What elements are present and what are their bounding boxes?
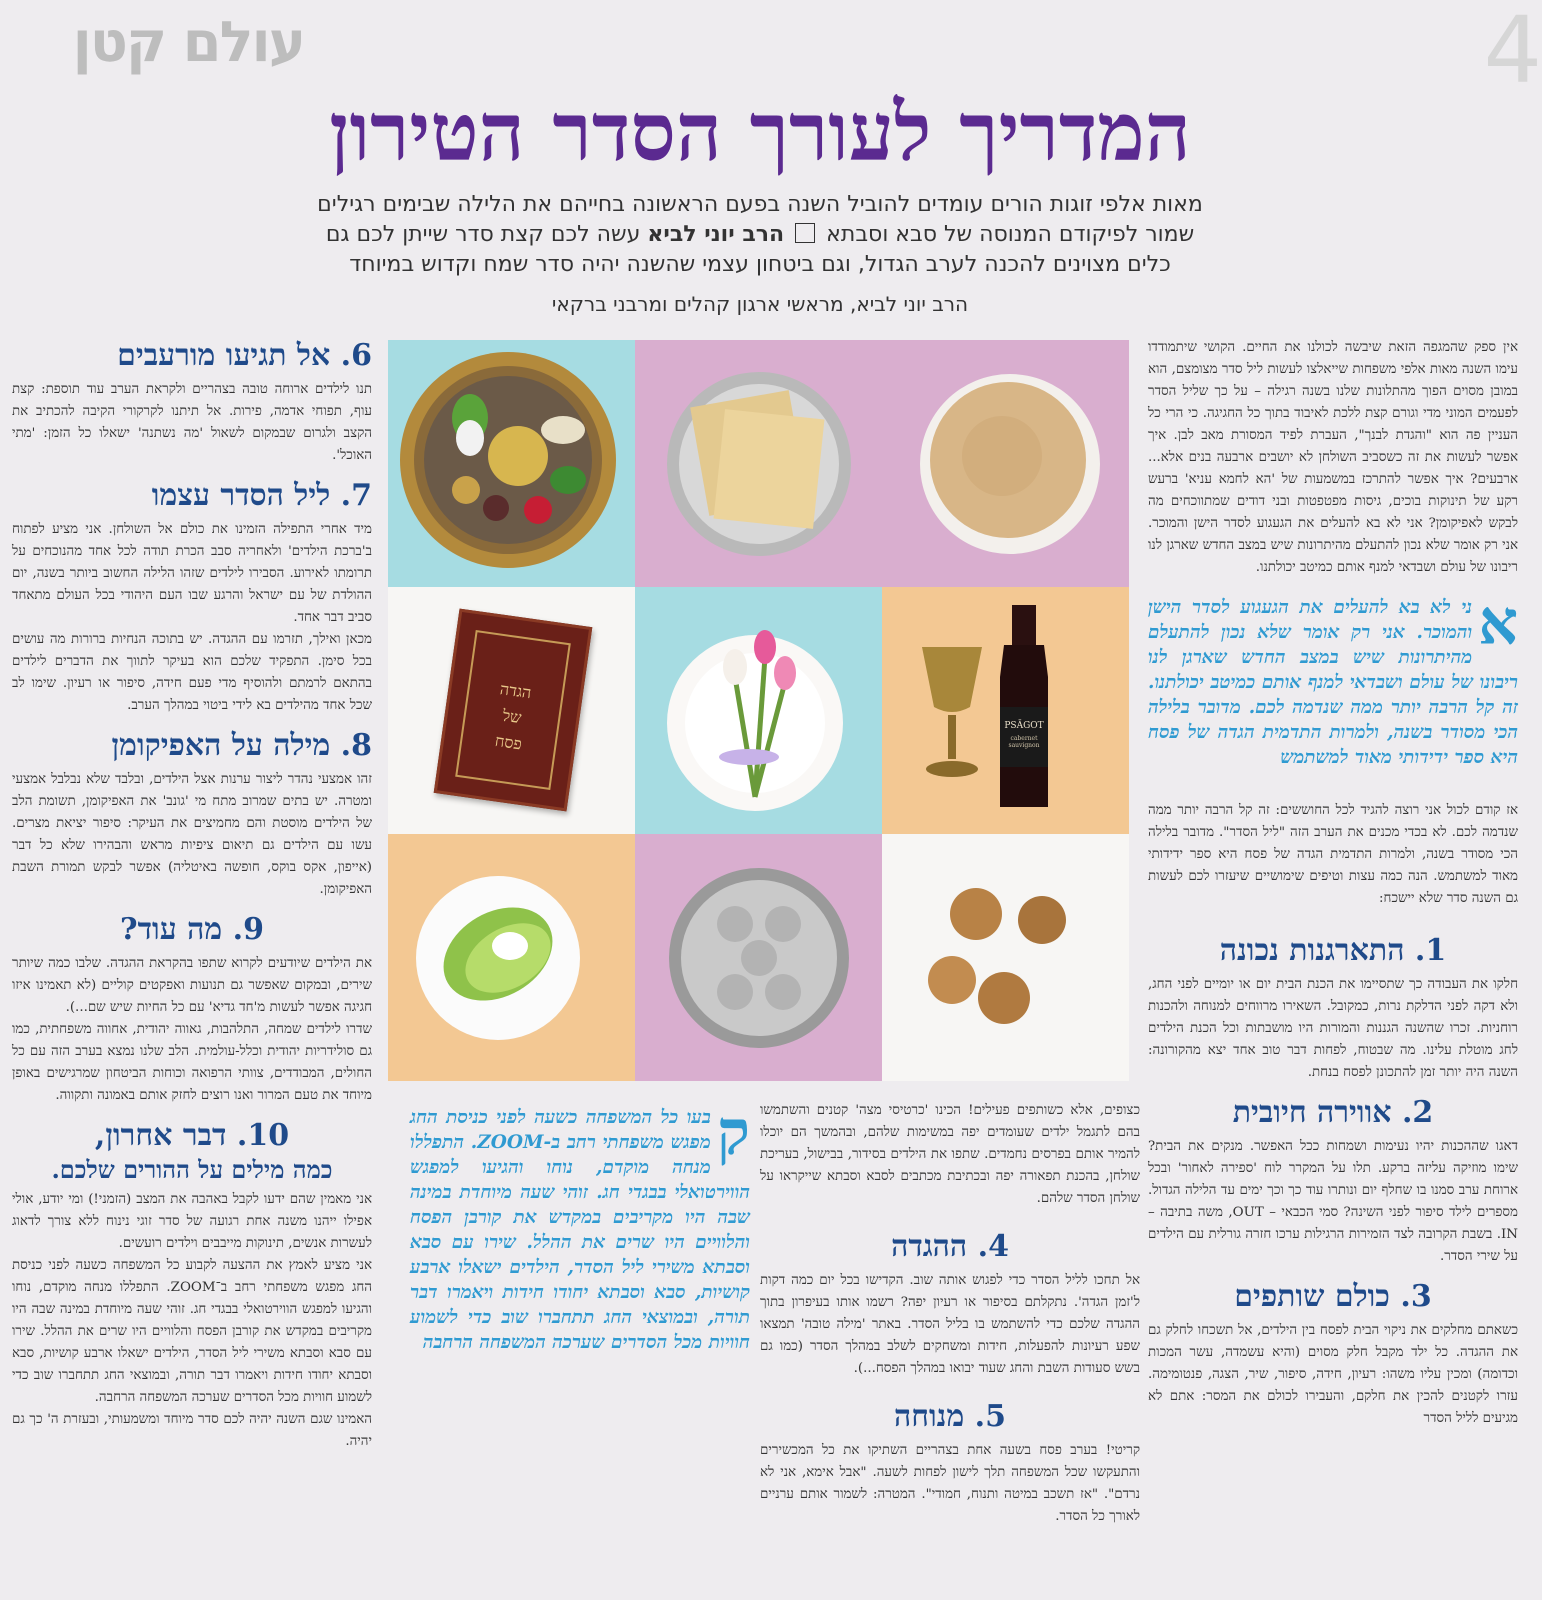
section-text-7b: מכאן ואילך, תזרמו עם ההגדה. יש בתוכה הנחיות ברורות מה עושים בכל סימן. התפקיד שלכם הוא בעיקר לתווך את הדברים לילדים בהתאם לרמתם ולהוסיף מדי פעם חידה, סיפור או רעיון. שימו לב שכל אחד מהילדים בא לידי ביטוי במהלך הערב. <box>12 632 372 713</box>
photo-walnuts <box>882 834 1129 1081</box>
haggadah-book <box>434 609 593 812</box>
left-column <box>12 337 372 1453</box>
photo-wine-cup <box>882 587 1129 834</box>
section-heading-6: 6. אל תגיעו מורעבים <box>117 338 372 373</box>
section-text-4: אל תחכו לליל הסדר כדי לפגוש אותה שוב. הקדישו בכל יום כמה דקות ל'זמן הגדה'. נתקלתם בסיפור או רעיון יפה? רשמו אותו בעיפרון בתוך ההגדה שלכם כדי להשתמש בו בליל הסדר. באתר 'מילה טובה' תמצאו שפע רעיונות להפעלות, חידות ומשחקים לשלב במהלך הסדר (כמו גם בשש סעודות השבת והחג שעוד יבואו במהלך הפסח...). <box>760 1273 1140 1376</box>
section-text-5: קריטי! בערב פסח בשעה אחת בצהריים השתיקו את כל המכשירים והתעקשו שכל המשפחה תלך לישון לפחות לשעה. "אבל אימא, אני לא נרדם". "אז תשכב במיטה ותנוח, חמודי". המטרה: לשמור אותם ערניים לאורך כל הסדר. <box>760 1443 1140 1524</box>
section-text-1: חלקו את העבודה כך שתסיימו את הכנת הבית יום או יומיים לפני החג, ולא דקה לפני הדלקת נרות, כמקובל. השאירו מרווחים למנוחה ולהכנות רוחניות. זכרו שהשנה הגננות והמורות היו מושבתות וכל הכנת הילדים לחג מוטלת עלינו. מה שבטוח, לפחות דבר טוב אחד יצא מהקורונה: השנה היה יותר זמן להתכונן לפסח בנחת. <box>1148 977 1518 1080</box>
wine-sublabel: cabernet sauvignon <box>1008 735 1040 749</box>
lettuce-plate-icon <box>388 834 635 1081</box>
right-column <box>1148 337 1518 1430</box>
pull-quote-right <box>1148 586 1518 770</box>
photo-shmura-matzah <box>882 340 1129 587</box>
haggadah-title-3: פסח <box>493 730 524 754</box>
pull-quote-middle <box>410 1096 750 1355</box>
page-title: המדריך לעורך הסדר הטירון <box>329 85 1191 179</box>
middle-column-right <box>760 1100 1140 1528</box>
section-text-7: מיד אחרי התפילה הזמינו את כולם אל השולחן. אני מציע לפתוח ב'ברכת הילדים' ולאחריה סבב הכרת תודה לכל אחד מהנוכחים על תרומתו לאירוע. הסבירו לילדים שזהו הלילה החשוב ביותר בשנה, יום ההולדת של עם ישראל והרגע שבו העם היהודי בכל העולם מתאחד סביב דבר אחד. <box>12 522 372 625</box>
intro-author-name: הרב יוני לביא <box>647 222 785 247</box>
section-text-8: זהו אמצעי נהדר ליצור ערנות אצל הילדים, ובלבד שלא נבלבל אמצעי ומטרה. יש בתים שמרוב מתח מי 'גונב' את האפיקומן, תשומת הלב של הילדים מוסטת והם מחמיצים את העיקר: סיפור יציאת מצרים. עשו עם הילדים גם תיאום ציפיות מראש והבהירו שלא כל דבר (אייפון, אקס בוקס, חופשה באיטליה) אפשר לבקש תמורת השבת האפיקומן. <box>12 772 372 897</box>
photo-collage <box>388 340 1130 1082</box>
photo-matzah-plate <box>635 340 882 587</box>
section-heading-1: 1. התארגנות נכונה <box>1219 933 1447 968</box>
section-text-2: דאגו שההכנות יהיו נעימות ושמחות ככל האפשר. מנקים את הבית? שימו מוזיקה עליזה ברקע. תלו על המקרר לוח 'ספירה לאחור' ובכל ארוחת ערב סמנו בו שחלף יום ונותרו עוד כך וכך ימים עד הלילה הגדול. מספרים לילד סיפור לפני השינה? סמי הכבאי – OUT, משה בתיבה – IN. בשבת הקרובה לצד הזמירות הרגילות ערכו חזרה גורלית עם הילדים על שירי הסדר. <box>1148 1139 1518 1264</box>
photo-flowers <box>635 587 882 834</box>
walnuts-icon <box>882 834 1129 1081</box>
round-matzah-icon <box>882 340 1129 587</box>
intro-text <box>240 190 1280 280</box>
flowers-icon <box>635 587 882 834</box>
section-heading-3: 3. כולם שותפים <box>1234 1279 1432 1314</box>
pull-quote-middle-text: בעו כל המשפחה כשעה לפני כניסת החג מפגש משפחתי רחב ב-ZOOM. התפללו מנחה מוקדם, נוחו והגיעו למפגש הווירטואלי בבגדי חג. זוהי שעה מיוחדת במינה שבה היו מקריבים במקדש את קורבן הפסח והלוויים היו שרים את ההלל. שירו עם סבא וסבתא משירי ליל הסדר, הילדים ישאלו ארבע קושיות, סבא וסבתא יחודו חידות ויאמרו דבר תורה, ובמוצאי החג תתחברו שוב כדי לשמוע חוויות מכל הסדרים שערכה המשפחה הרחבה <box>410 1107 750 1353</box>
section-text-6: תנו לילדים ארוחה טובה בצהריים ולקראת הערב עוד תוספת: קצת עוף, תפוחי אדמה, פירות. אל תיתנו לקרקורי הקיבה להכתיב את הקצב ולגרום שבמקום לשאול 'מה נשתנה' ישאלו כל הזמן: 'מתי האוכל'. <box>12 382 372 463</box>
opening-paragraph: אין ספק שהמגפה הזאת שיבשה לכולנו את החיים. הקושי שיתמודדו עימו השנה מאות אלפי משפחות שייאלצו לעשות ליל סדר מצומצם, הוא במובן מסוים הפוך מהתלונות שלנו בשנה רגילה – על כך שליל הסדר לפעמים המוני מדי וגורם קצת ללכת לאיבוד בתוך כל החגיגה. כי הרי כל העניין פה הוא "והגדת לבנך", העברת לפיד המסורת מאב לבן. איך אפשר לעשות את זה כשסביב השולחן לא יושבים ארבעה בנים אלא... ארבעים? איך אפשר להתרכז במשמעות של 'הא לחמא עניא' ברעש רקע של תינוקות בוכים, גיסות מפטפטות ובני דודים שמתווכחים מה לבקש לאפיקומן? אני לא בא להעלים את הגעגוע לסדר הישן והמוכר. אני רק אומר שלא נכון להתעלם מהיתרונות שיש במצב החדש שארגן לנו ריבונו של עולם ושבדאי למנף אותם כמיטב יכולתנו. <box>1148 340 1518 575</box>
section-text-9: את הילדים שיודעים לקרוא שתפו בהקראת ההגדה. שלבו כמה שיותר שירים, ובמקום שאפשר גם תנועות ואפקטים קוליים (לא תאמינו איזו חגיגה אפשר לעשות מ'חד גדיא' עם כל החיות שיש שם...). <box>12 956 372 1015</box>
section-text-3-cont: כצופים, אלא כשותפים פעילים! הכינו 'כרטיסי מצה' קטנים והשתמשו בהם לתגמל ילדים שעומדים יפה במשימות שלהם, ובהמשך הם יוכלו להמיר אותם בפרסים נחמדים. שתפו את הילדים בסידור, בבישול, בעריכת שולחן, בהכנת תפאורה יפה ובכתיבת מכתבים לסבא וסבתא שייקראו על שולחן הסדר שלהם. <box>760 1103 1140 1206</box>
haggadah-title-2: של <box>501 705 523 728</box>
drop-cap: א <box>1478 586 1518 659</box>
page-number: 4 <box>1483 0 1542 104</box>
section-heading-4: 4. ההגדה <box>891 1229 1009 1264</box>
masthead-logo: עולם קטן <box>72 10 304 75</box>
intro-line-2-post: עשה לכם קצת סדר שייתן לכם גם <box>325 222 641 247</box>
section-text-10c: האמינו שגם השנה יהיה לכם סדר מיוחד ומשמעותי, ובעזרת ה' כך גם יהיה. <box>12 1412 372 1449</box>
photo-silver-seder-plate <box>635 834 882 1081</box>
drop-cap-middle: ק <box>716 1096 750 1169</box>
haggadah-title-1: הגדה <box>498 679 533 703</box>
pull-quote-text: ני לא בא להעלים את הגעגוע לסדר הישן והמוכר. אני רק אומר שלא נכון להתעלם מהיתרונות שיש במצב החדש שארגן לנו ריבונו של עולם ושבדאי למנף אותם כמיטב יכולתנו. זה קל הרבה יותר ממה שנדמה לכם. מדובר בלילה הכי מסודר בשנה, ולמרות התדמית הגדה של פסח היא ספר ידידותי מאוד למשתמש <box>1148 597 1518 768</box>
section-heading-8: 8. מילה על האפיקומן <box>111 728 372 763</box>
section-text-3: כשאתם מחלקים את ניקוי הבית לפסח בין הילדים, אל תשכחו לחלק גם את ההגדה. כל ילד מקבל חלק מסוים (והיא עשמדה, עשר המכות וכדומה) ומכין עליו משהו: רעיון, חידה, סיפור, שיר, הצגה, פנטומימה. עזרו לקטנים להכין את חלקם, והעבירו לכולם את המסר: אתם לא מגיעים לליל הסדר <box>1148 1323 1518 1426</box>
byline: הרב יוני לביא, מראשי ארגון קהלים ומרבני ברקאי <box>551 292 969 316</box>
silver-plate-icon <box>635 834 882 1081</box>
seder-plate-icon <box>388 340 635 587</box>
intro-line-3: כלים מצוינים להכנה לערב הגדול, וגם ביטחון עצמי שהשנה יהיה סדר שמח וקדוש במיוחד <box>349 252 1171 277</box>
section-text-10b: אני מציע לאמץ את ההצעה לקבוע כל המשפחה כשעה לפני כניסת החג מפגש משפחתי רחב ב־ZOOM. התפללו מנחה מוקדם, נוחו והגיעו למפגש הווירטואלי בבגדי חג. זוהי שעה מיוחדת במינה שבה היו מקריבים במקדש את קורבן הפסח והלוויים היו שרים את ההלל. שירו עם סבא וסבתא משירי ליל הסדר, הילדים ישאלו ארבע קושיות, סבא וסבתא יחודו חידות ויאמרו דבר תורה, ובמוצאי החג תתחברו שוב כדי לשמוע חוויות מכל הסדרים שערכה המשפחה הרחבה. <box>12 1258 372 1405</box>
matzah-plate-icon <box>635 340 882 587</box>
intro-paragraph-2: אז קודם לכול אני רוצה להגיד לכל החוששים: זה קל הרבה יותר ממה שנדמה לכם. לא בכדי מכנים את הערב הזה "ליל הסדר". מדובר בלילה הכי מסודר בשנה, ולמרות התדמית הגדה של פסח היא ספר ידידותי מאוד למשתמש. הנה כמה עצות וטיפים שימושיים שיעזרו לכם לעשות גם השנה סדר שלא יישכח: <box>1148 803 1518 906</box>
author-icon <box>795 223 815 243</box>
section-heading-5: 5. מנוחה <box>894 1399 1006 1434</box>
section-text-9b: שדרו לילדים שמחה, התלהבות, גאווה יהודית, אחווה משפחתית, כמו גם סולידריות יהודית וכלל-עולמית. הלב שלנו נמצא בערב הזה עם כל החולים, המבודדים, צוותי הרפואה וכוחות הביטחון שמרגישים באופן מיוחד את טעם המרור ואנו רוצים לחזק אותם באמונה ותקווה. <box>12 1022 372 1103</box>
section-heading-9: 9. מה עוד? <box>120 912 264 947</box>
section-heading-7: 7. ליל הסדר עצמו <box>151 478 372 513</box>
section-heading-10: 10. דבר אחרון, <box>94 1118 290 1153</box>
intro-line-2-pre: שמור לפיקודם המנוסה של סבא וסבתא <box>826 222 1195 247</box>
section-text-10: אני מאמין שהם ידעו לקבל באהבה את המצב (הזמני!) ומי יודע, אולי אפילו ייהנו משנה אחת רגועה של סדר זוגי נינוח ללא צורך לדאוג לעשרות אנשים, תינוקות מייבבים וילדים רועשים. <box>12 1192 372 1251</box>
section-heading-2: 2. אווירה חיובית <box>1232 1095 1434 1130</box>
kiddush-cup-icon <box>882 587 1129 834</box>
wine-label: PSĀGOT <box>1004 721 1044 731</box>
intro-line-2 <box>240 220 1280 250</box>
photo-lettuce-plate <box>388 834 635 1081</box>
section-subheading-10: כמה מילים על ההורים שלכם. <box>51 1155 333 1184</box>
photo-haggadah-book <box>388 587 635 834</box>
intro-line-1: מאות אלפי זוגות הורים עומדים להוביל השנה בפעם הראשונה בחייהם את הלילה שבימים רגילים <box>317 192 1203 217</box>
photo-seder-plate <box>388 340 635 587</box>
